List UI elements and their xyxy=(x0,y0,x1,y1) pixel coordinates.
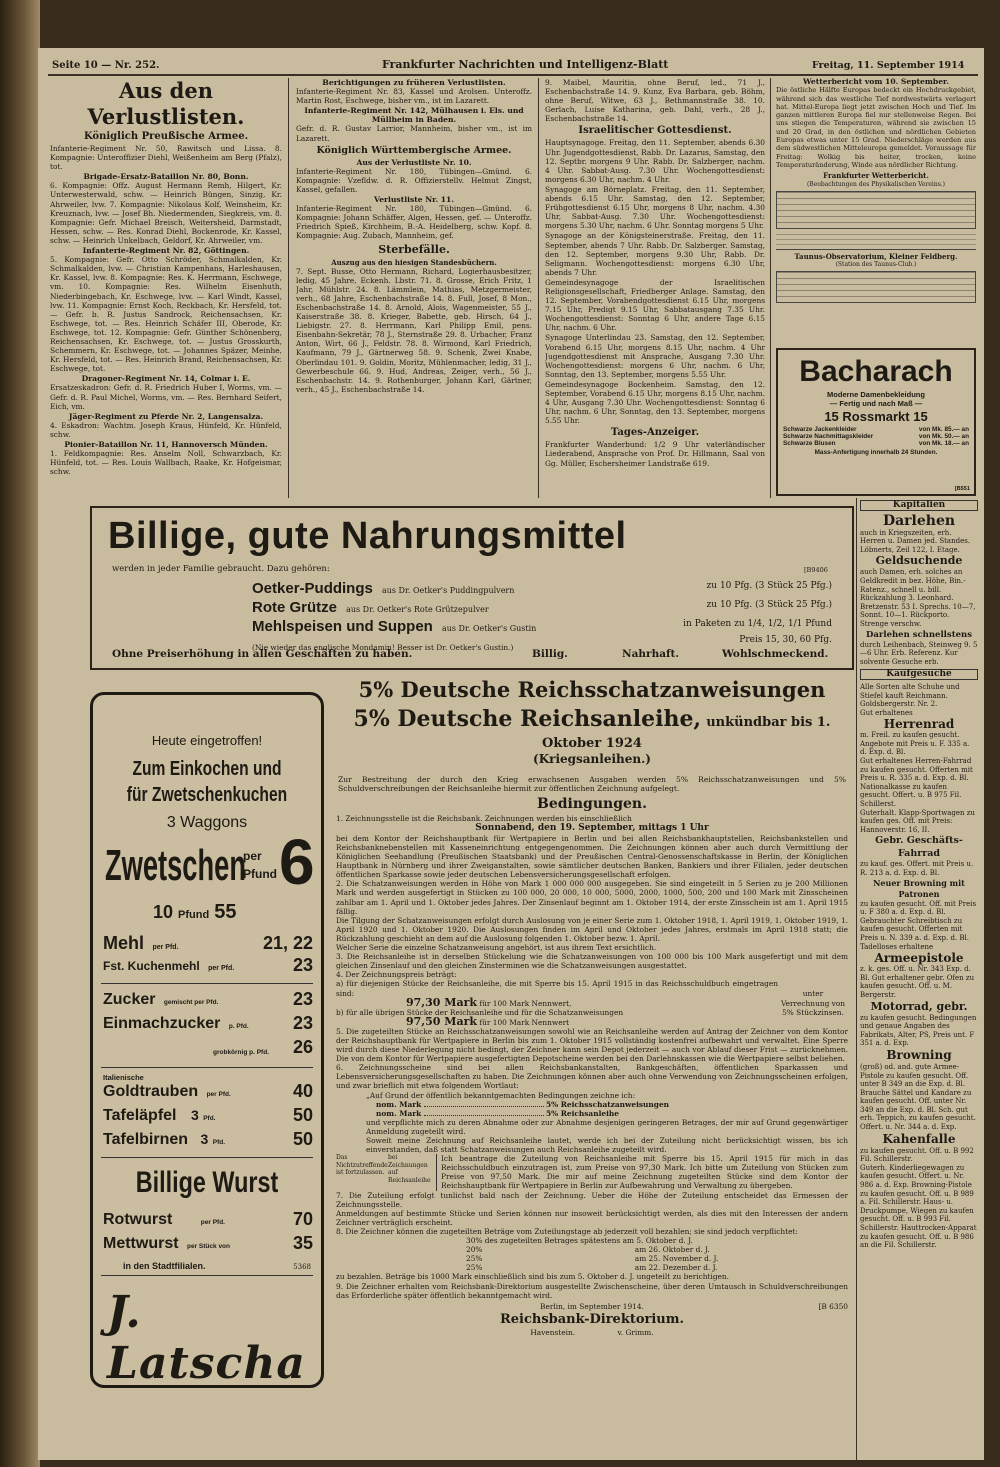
column-rule xyxy=(770,78,771,498)
product: Mettwurst xyxy=(103,1235,179,1252)
bacharach-service: Mass-Anfertigung innerhalb 24 Stunden. xyxy=(814,449,938,456)
masthead xyxy=(52,58,968,74)
condition: 8. Die Zeichner können die zugeteilten Beträge vom Zuteilungstage ab jederzeit voll bezahlen; sie sind jedoch verpflichtet: xyxy=(336,1226,798,1236)
price-line xyxy=(336,995,778,1009)
ad-text: (groß) od. and. gute Armee-Pistole zu kaufen gesucht. Off. unter B 349 an die Exp. d. Bl. xyxy=(860,1062,969,1089)
ad-heading: Browning xyxy=(886,1047,952,1062)
price: 23 xyxy=(292,955,313,975)
item-price: von Mk. 18.— an xyxy=(918,440,969,447)
casualty-entry: Ersatzeskadron: Gefr. d. R. Friedrich Huber I, Worms, vm. — Gefr. d. R. Paul Michel, Worms, vm. — Res. Bernhard Seifert, Eich, vm. xyxy=(50,383,282,411)
services-column xyxy=(545,78,765,498)
loan-name: 5% Deutsche Reichsanleihe, xyxy=(353,706,702,732)
installment-date: am 22. Dezember d. J. xyxy=(634,1263,718,1273)
regiment-heading: Infanterie-Regiment Nr. 82, Göttingen. xyxy=(82,246,250,256)
ad-code: [B9406 xyxy=(804,566,828,574)
weather-notes xyxy=(776,231,976,250)
bulk-price: 55 xyxy=(214,901,237,923)
product: Einmachzucker xyxy=(103,1015,221,1032)
price-row xyxy=(103,1235,313,1257)
product-price: zu 10 Pfg. (3 Stück 25 Pfg.) xyxy=(706,600,832,610)
unit: per Stück von xyxy=(187,1243,230,1250)
casualty-subtitle: Königlich Preußische Armee. xyxy=(83,131,249,142)
condition: 2. Die Schatzanweisungen werden in Höhe von Mark 1 000 000 000 ausgegeben. Sie sind eingeteilt in 5 Serien zu je 200 Millionen Mark und werden ausgefertigt in Stücken zu 100 000, 20 000, 10 000, 5000, 2000, 1000, 500, 200 und 100 Mark mit Zinsscheinen zahlbar am 1. April und 1. Oktober jedes Jahres. Der Zinsenlauf beginnt am 1. Oktober 1914, der erste Zinsschein ist am 1. April 1915 fällig. xyxy=(336,879,848,916)
divider xyxy=(101,983,313,984)
oetker-footer xyxy=(112,648,832,660)
side-note: bei Zeichnungen auf Reichsanleihe xyxy=(388,1154,437,1190)
divider xyxy=(101,1275,313,1276)
services-title: Israelitischer Gottesdienst. xyxy=(578,125,732,137)
section-heading: Kaufgesuche xyxy=(860,669,978,680)
ad-code: 5368 xyxy=(293,1263,311,1271)
price-line xyxy=(778,440,974,447)
service-entry: Gemeindesynagoge der Israelitischen Religionsgesellschaft, Friedberger Anlage. Samstag, den 12. September, Vorabendgottesdienst 6.15 Uhr, morgens 7.15 Uhr, Predigt 9.15 Uhr, Sabbatausgang 7.35 Uhr. Wochengottesdienst: Sonntag 6 Uhr, andere Tage 6.15 Uhr, nachm. 6 Uhr. xyxy=(545,277,765,333)
installment: 30% des zugeteilten Betrages spätestens am 5. Oktober d. J. xyxy=(466,1236,693,1246)
ad-heading: Gebr. Geschäfts-Fahrrad xyxy=(875,835,963,860)
death-entries: 9. Maibel, Mauritia, ohne Beruf, led., 71 J., Eschenbachstraße 14. 9. Kunz, Eva Barbara, geb. Böhm, ohne Beruf, Witwe, 63 J., Bethmannstraße 38. 10. Gerlach, Luise Katharina, geb. Dahl, verh., 28 J., Eschenbachstraße 14. xyxy=(545,78,765,124)
oetker-headline: Billige, gute Nahrungsmittel xyxy=(108,515,627,557)
service-entry: Synagoge an der Königsteinerstraße. Freitag, den 11. September, abends 7 Uhr. Rabb. Dr. Salzberger. Samstag, den 12. September, morgens 9.30 Uhr, Rabb. Dr. Seligmann. Wochengottesdienst: morgens 6.30 Uhr, abends 7 Uhr. xyxy=(545,231,765,277)
product: Goldtrauben xyxy=(103,1083,199,1100)
footer-text: Nahrhaft. xyxy=(622,648,680,660)
qty: 3 xyxy=(200,1131,209,1147)
condition: Anmeldungen auf bestimmte Stücke und Serien können nur insoweit berücksichtigt werden, als dies mit den Interessen der andern Zeichner verträglich erscheint. xyxy=(336,1208,848,1227)
item-price: von Mk. 85.— an xyxy=(918,426,969,433)
loan-subtitle: (Kriegsanleihen.) xyxy=(533,752,651,766)
bulk-qty: 10 xyxy=(153,902,174,922)
unit: Pfd. xyxy=(203,1115,216,1122)
condition: 9. Die Zeichner erhalten vom Reichsbank-Direktorium ausgestellte Zwischenscheine, über deren Umtausch in Schuldverschreibungen das Erforderliche später öffentlich bekanntgemacht wird. xyxy=(336,1281,848,1300)
product-price: zu 10 Pfg. (3 Stück 25 Pfg.) xyxy=(706,581,832,591)
ad-text: durch Leihenbach, Steinweg 9. 5—6 Uhr. Erb. Referenz. Kur solvente Gesuche erb. xyxy=(860,640,978,666)
price-option: a) für diejenigen Stücke der Reichsanleihe, die mit Sperre bis 15. April 1915 in das Reichsschuldbuch eingetragen sind: xyxy=(336,979,778,998)
unit: per Pfd. xyxy=(152,944,179,951)
casualty-entry: 1. Feldkompagnie: Res. Anselm Noll, Schwarzbach, Kr. Hünfeld, tot. — Res. Louis Wallbach, Raake, Kr. Hofgeismar, schw. xyxy=(50,449,282,477)
footer-text: Ohne Preiserhöhung in allen Geschäften zu haben. xyxy=(112,648,413,660)
ad-heading: Herrenrad xyxy=(883,717,955,732)
war-loan-notice xyxy=(330,670,854,1460)
wuerttemberg-title: Königlich Württembergische Armee. xyxy=(316,144,512,156)
unit: p. Pfd. xyxy=(228,1023,249,1030)
classifieds-column xyxy=(860,498,978,1460)
price-basis: für 100 Mark Nennwert, xyxy=(479,998,572,1008)
price-option: b) für alle übrigen Stücke der Reichsanleihe und für die Schatzanweisungen xyxy=(336,1007,624,1017)
frankfurt-weather-title: Frankfurter Wetterbericht. xyxy=(823,171,929,181)
form-line xyxy=(336,1109,848,1118)
price-line xyxy=(778,433,974,440)
loan-term: unkündbar bis 1. Oktober 1924 xyxy=(542,715,831,751)
conditions-title: Bedingungen. xyxy=(537,795,647,812)
unit: per Pfd. xyxy=(208,965,235,972)
price-line xyxy=(336,1014,778,1028)
condition: Welcher Serie die einzelne Schatzanweisung angehört, ist aus ihrem Text ersichtlich. xyxy=(336,943,657,953)
casualty-entry: Infanterie-Regiment Nr. 50, Rawitsch und Lissa. 8. Kompagnie: Unteroffizier Diehl, Weißenheim am Berg (Pfalz), tot. xyxy=(50,144,282,172)
column-rule xyxy=(288,78,289,498)
product-name: Rote Grütze xyxy=(252,599,338,616)
ad-text: auch Damen, erh. solches an Geldkredit in bez. Höhe, Bin.- Ratenz., schnell u. bill. Rückzahlung 3. Leonhard. Bretzenstr. 53 I. Sprechs. 10—7, Sonnt. 10—1. Rückporto. Strenge verschw. xyxy=(860,568,976,628)
installment-date: am 25. November d. J. xyxy=(634,1254,719,1264)
installment-row xyxy=(336,1263,848,1272)
price: 50 xyxy=(292,1105,313,1125)
oetker-ad xyxy=(90,506,854,670)
regiment-heading: Pionier-Bataillon Nr. 11, Hannoversch Münden. xyxy=(64,440,268,449)
bacharach-name: Bacharach xyxy=(799,355,953,388)
product: Mehl xyxy=(103,933,145,953)
ad-heading: Armeepistole xyxy=(874,951,964,966)
taunus-weather-table xyxy=(776,271,976,303)
place-date xyxy=(336,1302,848,1311)
service-entry: Synagoge Unterlindau 23. Samstag, den 12. September, Vorabend 6.15 Uhr, morgens 8.15 Uhr, nachm. 4 Uhr Jugendgottesdienst mit Ansprache, Ausgang 7.30 Uhr. Wochengottesdienst: morgens 6 Uhr, nachm. 6 Uhr, Sonntag, den 13. September, morgens 5.55 Uhr. xyxy=(545,333,765,379)
ad-text: zu kauf. ges. Offert. mit Preis u. R. 213 a. d. Exp. d. Bl. xyxy=(860,860,974,877)
unit: Pfd. xyxy=(212,1139,226,1146)
ad-code: [B 6350 xyxy=(818,1301,848,1311)
qty: 3 xyxy=(190,1107,199,1123)
ad-text: Guterhalt. Klapp-Sportwagen zu kaufen ges. Off. mit Preis: Hannoverstr. 16, II. xyxy=(860,808,975,834)
oetker-row xyxy=(252,597,832,614)
condition: 7. Die Zuteilung erfolgt tunlichst bald nach der Zeichnung. Ueber die Höhe der Zuteilung entscheidet das Ermessen der Zeichnungsstelle. xyxy=(336,1190,848,1209)
newspaper-page xyxy=(38,48,984,1460)
regiment-heading: Jäger-Regiment zu Pferde Nr. 2, Langensalza. xyxy=(68,411,264,421)
plum-bulk xyxy=(153,901,236,924)
regiment-heading: Brigade-Ersatz-Bataillon Nr. 80, Bonn. xyxy=(83,172,249,182)
bacharach-line: Moderne Damenbekleidung xyxy=(827,390,925,399)
list-heading: Aus der Verlustliste Nr. 10. xyxy=(356,157,472,167)
ad-text: Alle Sorten alte Schuhe und Stiefel kauft Reichmann. Goldsbergerstr. Nr. 2. xyxy=(860,682,960,709)
item-name: Schwarze Jackenkleider xyxy=(783,426,857,433)
service-entry: Synagoge am Börneplatz. Freitag, den 11. September, abends 6.15 Uhr. Samstag, den 12. September, Frühgottesdienst 6.15 Uhr, morgens 8 Uhr, nachm. 4.30 Uhr, Sabbat-Ausg. 7.30 Uhr. Wochengottesdienst: morgens 5.30 Uhr, nachm. 6 Uhr. Sonntag morgens 5 Uhr. xyxy=(545,184,765,231)
paper-title: Frankfurter Nachrichten und Intelligenz-Blatt xyxy=(382,58,669,71)
service-entry: Gemeindesynagoge Bockenheim. Samstag, den 12. September, Vorabend 6.15 Uhr, morgens 8.15 Uhr, nachm. 4 Uhr, Ausgang 7.30 Uhr. Wochengottesdienst: Sonntag 6 Uhr, nachm. 6 Uhr, Sonntag, den 13. September, morgens 5.55 Uhr. xyxy=(545,379,765,426)
form-label: nom. Mark xyxy=(376,1099,422,1109)
condition: 5. Die zugeteilten Stücke an Reichsschatzanweisungen sowohl wie an Reichsanleihe werden auf Antrag der Zeichner von dem Kontor der Reichshauptbank für Wertpapiere in Berlin bis zum 1. Oktober 1915 vollständig kostenfrei aufbewahrt und verwaltet. Eine Sperre wird durch diese Niederlegung nicht bedingt, der Zeichner kann sein Depot jederzeit — auch vor Ablauf dieser Frist — zurücknehmen. Die von dem Kontor für Wertpapiere ausgefertigten Depotscheine werden bei den Darlehnskassen wie die Wertpapiere selbst beliehen. xyxy=(336,1026,848,1064)
price-row xyxy=(103,957,313,979)
item-name: Schwarze Nachmittagskleider xyxy=(783,433,874,440)
form-label: nom. Mark xyxy=(376,1108,422,1118)
regiment-heading: Infanterie-Regiment Nr. 142, Mülhausen i. Els. und Müllheim in Baden. xyxy=(304,106,524,125)
correction-entry: Gefr. d. R. Gustav Larrior, Mannheim, bisher vm., ist im Lazarett. xyxy=(296,124,532,143)
notice-entry: Frankfurter Wanderbund: 1/2 9 Uhr vaterländischer Liederabend, Ansprache von Prof. Dr. Hillmann, Saal von Gg. Müller, Eschersheimer Landstraße 619. xyxy=(545,440,765,468)
list-heading: Verlustliste Nr. 11. xyxy=(374,195,454,205)
fruit-note: Italienische xyxy=(103,1073,144,1082)
ad-heading: Neuer Browning mit Patronen xyxy=(873,877,965,899)
corrections-column xyxy=(296,78,532,498)
ad-heading: Geldsuchende xyxy=(875,554,963,568)
ad-heading: Darlehen xyxy=(882,512,956,529)
product-name: Oetker-Puddings xyxy=(252,580,373,597)
weather-report xyxy=(776,78,976,348)
oetker-row xyxy=(252,616,832,633)
price-row xyxy=(103,933,313,959)
plum-headline: Zwetschen xyxy=(105,841,246,890)
price-row xyxy=(103,1107,313,1129)
ad-text: z. k. ges. Off. u. Nr. 343 Exp. d. Bl. Gut erhaltener gebr. Ofen zu kaufen gesucht. Off. u. M. Bergerstr. xyxy=(860,965,975,999)
latscha-line: 3 Waggons xyxy=(166,814,248,831)
oetker-row xyxy=(252,635,832,652)
condition: 4. Der Zeichnungspreis beträgt: xyxy=(336,970,457,980)
product-price: in Paketen zu 1/4, 1/2, 1/1 Pfund xyxy=(683,619,832,629)
installment-date: am 26. Oktober d. J. xyxy=(634,1245,710,1255)
installment-row xyxy=(336,1245,848,1254)
product-price: Preis 15, 30, 60 Pfg. xyxy=(739,635,832,645)
casualty-entry: 6. Kompagnie: Offz. August Hermann Remh, Hilgert, Kr. Unterwesterwald, schw. — Heinrich Büngen, Sinzig, Kr. Ahrweiler, lvw. 7. Kompagnie: Nikolaus Kolf, Weinsheim, Kr. Kreuznach, lvw. — Josef Bh. Niedermenden, Siegkreis, vm. 8. Kompagnie: Gefr. Michael Breisch, Weitersheid, Darmstadt, Hessen, schw. — Res. Konrad Diehl, Bockenrode, Kr. Kassel, schw. — Heinrich Unkelbach, Geldorf, Kr. Ahrweiler, vm. xyxy=(50,181,282,245)
form-quote: und verpflichte mich zu deren Abnahme oder zur Abnahme desjenigen geringeren Betrages, der mir auf Grund gegenwärtiger Anmeldung zugeteilt wird. xyxy=(366,1117,848,1136)
price: 40 xyxy=(292,1081,313,1101)
branch-note: in den Stadtfilialen. xyxy=(123,1261,206,1271)
service-entry: Hauptsynagoge. Freitag, den 11. September, abends 6.30 Uhr. Jugendgottesdienst, Rabb. Dr. Lazarus, Samstag, den 12. Septbr. morgens 9 Uhr. Rabb. Dr. Salzberger, nachm. 4 Uhr. Sabbat-Ausg. 7.30 Uhr. Wochengottesdienst: morgens 6.30 Uhr, nachm. 4 Uhr. xyxy=(545,138,765,184)
condition: bei dem Kontor der Reichshauptbank für Wertpapiere in Berlin und bei allen Reichsbankhauptstellen, Reichsbankstellen und Reichsbanknebenstellen mit Kasseneinrichtung entgegengenommen. Die Zeichnungen können aber auch durch Vermittlung der Königlichen Seehandlung (Preußischen Staatsbank) und der Preußischen Central-Genossenschaftskasse in Berlin, der Königlichen Hauptbank in Nürnberg und ihrer Zweiganstalten, sowie sämtlicher deutschen Banken, Bankiers und ihrer Filialen, jeder deutschen öffentlichen Sparkasse sowie jeder deutschen Lebensversicherungsgesellschaft erfolgen. xyxy=(336,833,848,880)
casualty-entry: 4. Eskadron: Wachtm. Joseph Kraus, Hünfeld, Kr. Hünfeld, schw. xyxy=(50,420,282,439)
ad-code: [B551 xyxy=(954,486,970,492)
installment-pct: 25% xyxy=(466,1263,483,1273)
price-options xyxy=(336,979,778,1026)
item-name: Schwarze Blusen xyxy=(783,440,836,447)
latscha-line: Zum Einkochen und xyxy=(132,758,282,780)
form-item: 5% Reichsschatzanweisungen xyxy=(545,1099,670,1109)
interest-note: unter Verrechnung von 5% Stückzinsen. xyxy=(780,989,846,1017)
unit: grobkörnig p. Pfd. xyxy=(213,1049,269,1056)
product-name: Mehlspeisen und Suppen xyxy=(252,618,433,635)
casualty-entry: 5. Kompagnie: Gefr. Otto Schröder, Schmalkalden, Kr. Schmalkalden, lvw. — Christian Kampenhans, Harleshausen, Kr. Kassel, lvw. 8. Kompagnie: Res. K. Herrmann, Eschwege, vm. 10. Kompagnie: Res. Wilhelm Eisenhuth, Niederbingebach, Kr. Eschwege, lvw. — Karl Windt, Kassel, lvw. 11. Kompagnie: Ernst Koch, Reckbach, Kr. Hersfeld, tot. — Gefr. b. R. Justus Sandrock, Reichensachsen, Kr. Eschwege, tot. — Res. Heinrich Schäfer III, Oberode, Kr. Eschwege, tot. 12. Kompagnie: Gefr. Günther Schönenberg, Reichensachsen, Kr. Eschwege, tot. — Justus Grosskurth, Schemmern, Kr. Eschwege, tot. — Johannes Späzer, Meinhe, Kr. Hersfeld, tot. — Res. Heinrich Brand, Reichensachsen, Kr. Eschwege, tot. xyxy=(50,255,282,374)
column-rule xyxy=(856,498,857,1460)
bacharach-line: — Fertig und nach Maß — xyxy=(829,399,923,408)
frankfurt-weather-subtitle: (Beobachtungen des Physikalischen Vereins.) xyxy=(806,180,946,188)
form-line xyxy=(336,1100,848,1109)
loan-conditions xyxy=(336,814,848,1337)
frankfurt-weather-table xyxy=(776,191,976,229)
form-blank xyxy=(424,1106,544,1107)
ad-text: zu kaufen gesucht. Off. mit Preis u. F 380 a. d. Exp. d. Bl. xyxy=(860,899,977,917)
bacharach-ad xyxy=(776,348,976,496)
ad-text: Gut erhaltenes xyxy=(860,708,913,717)
plum-price: 6 xyxy=(279,826,315,898)
ad-text: Brauche Sättel und Kandare zu kaufen gesucht. Off. unter Nr. 349 an die Exp. d. Bl. Sch. gut erh. Teppich, zu kaufen gesucht. Offert. u. Nr. 344 a. d. Exp. xyxy=(860,1088,976,1132)
ad-text: Guterh. Kinderliegewagen zu kaufen gesucht. Offert. u. Nr. 986 a. d. Exp. Browning-Pistole zu kaufen gesucht. Off. u. B 989 a. Fil. Schillerstr. Haus- u. Druckpumpe, Wiegen zu kaufen gesucht. Off. u. B 993 Fil. Schillerstr. Hauttrocken-Apparat zu kaufen gesucht. Off. u. B 986 an die Fil. Schillerstr. xyxy=(860,1163,977,1250)
regiment-heading: Dragoner-Regiment Nr. 14, Colmar i. E. xyxy=(81,374,251,384)
divider xyxy=(101,1157,313,1158)
taunus-subtitle: (Station des Taunus-Club.) xyxy=(835,261,917,269)
binding-edge xyxy=(0,0,40,1467)
condition: zu bezahlen. Beträge bis 1000 Mark einschließlich sind bis zum 5. Oktober d. J. ungeteilt zu berichtigen. xyxy=(336,1272,730,1282)
installment-row xyxy=(336,1254,848,1263)
condition: 6. Zeichnungsscheine sind bei allen Reichsbankanstalten, Bankgeschäften, öffentlichen Sparkassen und Lebensversicherungsgesellschaften zu haben. Die Zeichnungen können aber auch ohne Verwendung von Zeichnungsscheinen erfolgen, und zwar brieflich mit etwa folgendem Wortlaut: xyxy=(336,1063,848,1091)
bacharach-address: 15 Rossmarkt 15 xyxy=(824,409,928,424)
latscha-ad xyxy=(90,692,324,1388)
price-basis: für 100 Mark Nennwert xyxy=(479,1017,570,1027)
taunus-title: Taunus-Observatorium, Kleiner Feldberg. xyxy=(794,251,958,261)
footer-text: Wohlschmeckend. xyxy=(722,648,829,660)
casualty-title: Aus den Verlustlisten. xyxy=(87,78,245,129)
weather-title: Wetterbericht vom 10. September. xyxy=(802,78,949,86)
item-price: von Mk. 50.— an xyxy=(918,433,969,440)
latscha-logo: J. Latscha xyxy=(107,1287,306,1389)
casualty-entry: Infanterie-Regiment Nr. 180, Tübingen—Gmünd. 6. Kompagnie: Johann Schäffer, Algen, Hessen, gef. — Unteroffz. Friedrich Spieß, Kirchheim, B.-A. Heidelberg, schw. Kopf. 8. Kompagnie: Aug. Zubach, Mannheim, gef. xyxy=(296,204,532,241)
price-value: 97,30 Mark xyxy=(406,995,477,1009)
price-row xyxy=(103,991,313,1013)
latscha-line: Heute eingetroffen! xyxy=(151,733,263,748)
loan-title-2 xyxy=(330,706,854,751)
price: 35 xyxy=(292,1233,313,1253)
masthead-rule xyxy=(48,74,978,76)
price: 21, 22 xyxy=(262,933,313,953)
ad-text: Gut erhaltenes Herren-Fahrrad zu kaufen gesucht. Offerten mit Preis u. R. 335 a. d. Exp. d. Bl. Nationalkasse zu kaufen gesucht. Offert. u. B 975 Fil. Schillerst. xyxy=(860,757,973,809)
footer-text: Billig. xyxy=(532,648,568,660)
correction-entry: Infanterie-Regiment Nr. 83, Kassel und Arolsen. Unteroffz. Martin Rost, Eschwege, bisher vm., ist im Lazarett. xyxy=(296,87,532,106)
condition: Die Tilgung der Schatzanweisungen erfolgt durch Auslosung von je einer Serie zum 1. Oktober 1918, 1. April 1919, 1. Oktober 1919, 1. April 1920 und 1. Oktober 1920. Die Auslosungen finden im April und Oktober jedes Jahres, erstmals im April 1918 statt; die Rückzahlung geschieht an dem auf die Auslosung folgenden 1. Oktober bezw. 1. April. xyxy=(336,915,848,943)
ad-text: zu kaufen gesucht. Off. u. B 992 Fil. Schillerstr. xyxy=(860,1146,974,1164)
product-note: (Nie wieder das englische Mondamin! Besser ist Dr. Oetker's Gustin.) xyxy=(252,643,514,652)
place: Berlin, im September 1914. xyxy=(540,1301,644,1311)
latscha-line: für Zwetschenkuchen xyxy=(126,784,288,806)
price: 50 xyxy=(292,1129,313,1149)
installment-pct: 25% xyxy=(466,1254,483,1264)
form-quote: Ich beantrage die Zuteilung von Reichsanleihe mit Sperre bis 15. April 1915 für mich in das Reichsschuldbuch einzutragen ist, zum Preise von 97,30 Mark. Ich bitte um Zuteilung von Stücken zum Preise von 97,50 Mark. Die mir auf meine Zeichnung zugeteilten Stücke sind dem Kontor der Reichshauptbank für Wertpapiere in Berlin zur Aufbewahrung und Verwaltung zu übergeben. xyxy=(441,1154,848,1191)
form-quote: Soweit meine Zeichnung auf Reichsanleihe lautet, werde ich bei der Zuteilung nicht berücksichtigt wissen, bis ich einverstanden, daß statt Schatzanweisungen auch Reichsanleihe zugeteilt wird. xyxy=(366,1136,848,1155)
unit: per Pfd. xyxy=(206,1091,231,1098)
condition: 3. Die Reichsanleihe ist in derselben Stückelung wie die Schatzanweisungen von 100 000 bis 100 Mark ausgefertigt und mit dem gleichen Zinsenlauf und den gleichen Zinsterminen wie die Schatzanweisungen ausgestattet. xyxy=(336,952,848,971)
form-quote: „Auf Grund der öffentlich bekanntgemachten Bedingungen zeichne ich: xyxy=(366,1090,636,1100)
signatory: v. Grimm. xyxy=(617,1327,654,1337)
signatory: Havenstein. xyxy=(530,1327,576,1337)
product-source: aus Dr. Oetker's Puddingpulvern xyxy=(381,586,515,595)
signature-title: Reichsbank-Direktorium. xyxy=(499,1311,685,1327)
installment-pct: 20% xyxy=(466,1245,483,1255)
form-item: 5% Reichsanleihe xyxy=(545,1108,619,1118)
page-number: Seite 10 — Nr. 252. xyxy=(52,60,160,71)
plum-unit: per Pfund xyxy=(243,849,277,881)
loan-intro: Zur Bestreitung der durch den Krieg erwachsenen Ausgaben werden 5% Reichsschatzanweisungen und 5% Schuldverschreibungen der Reichsanleihe hiermit zur öffentlichen Zeichnung aufgelegt. xyxy=(338,775,846,794)
oetker-subline: werden in jeder Familie gebraucht. Dazu gehören: xyxy=(112,564,330,574)
divider xyxy=(101,1067,313,1068)
ad-heading: Motorrad, gebr. xyxy=(870,999,968,1013)
weather-text: Die östliche Hälfte Europas bedeckt ein Hochdruckgebiet, während sich das westliche Tief nordwestwärts verlagert hat. Mittel-Europa liegt jetzt zwischen Hoch und Tief. Im ganzen mittleren Europa fiel nur stellenweise Regen. Bei uns stiegen die Temperaturen, während sie zwischen 15 und 20 Grad, in den östlichen und nördlichen Gebieten Europas etwas unter 15 Grad. Niederschläge werden aus dem südwestlichen Mitteleuropa gemeldet. Voraussage für Freitag: Wolkig bis heiter, trocken, keine Temperaturänderung, Winde aus nördlicher Richtung. xyxy=(776,86,976,169)
price: 26 xyxy=(292,1037,313,1057)
price-row xyxy=(103,1015,313,1037)
product: Tafelbirnen xyxy=(103,1131,189,1148)
unit: per Pfd. xyxy=(200,1219,225,1226)
casualty-entry: Infanterie-Regiment Nr. 180, Tübingen—Gmünd. 6. Kompagnie: Vzefldw. d. R. Offizierstellv. Helmut Zingst, Kassel, gefallen. xyxy=(296,166,532,194)
death-entries: 7. Sept. Busse, Otto Hermann, Richard, Logierhausbesitzer, ledig, 45 Jahre, Eckenh. Lbstr. 71. 8. Grosse, Erich Fritz, 1 Jahr, Mühlstr. 24. 8. Lämmlein, Mathias, Metzgermeister, verh., 68 Jahre, Eschenbachstraße 14. 8. Full, Josef, 8 Mon., Eschenbachstraße 14. 8. Arnold, Alois, Wagenmeister, 55 J., Kaiserstraße 38. 8. Krieger, Babette, geb. Hirsch, 64 J., Liebigstr. 27. 8. Herrmann, Karl Philipp Emil, pens. Eisenbahn-Sekretär, 78 J., Sternstraße 29. 8. Urbacher, Franz Anton, Wirt, 66 J., Feldstr. 78. 8. Wirmond, Karl Friedrich, Kaufmann, 79 J., Gärtnerweg 58. 9. Schenk, Zwei Knabe, Oberlindau 101. 9. Goldin, Moritz, Mühlenmacher, ledig, 31 J., Gewerbeschule 66. 9. Hud, Andreas, Zeiger, verh., 56 J., Eschenbachstr. 14. 9. Rothenburger, Johann Karl, Gärtner, verh., 45 J., Eschenbachstraße 14. xyxy=(296,266,532,394)
ad-text: zu kaufen gesucht. Bedingungen und genaue Angaben des Fabrikats, Alter, PS, Preis unt. F 351 a. d. Exp. xyxy=(860,1013,977,1048)
product: Rotwurst xyxy=(103,1211,173,1228)
price-row xyxy=(103,1037,313,1063)
deaths-subtitle: Auszug aus den hiesigen Standesbüchern. xyxy=(331,257,497,267)
bulk-unit: Pfund xyxy=(178,909,210,921)
ad-text: Gebrauchter Schreibtisch zu kaufen gesucht. Offerten mit Preis u. N. 339 a. d. Exp. d. Bl. xyxy=(860,916,970,942)
product: Tafeläpfel xyxy=(103,1107,177,1124)
form-side-block xyxy=(336,1154,848,1190)
column-rule xyxy=(538,78,539,498)
product-source: aus Dr. Oetker's Rote Grützepulver xyxy=(346,605,489,614)
section-heading: Kapitalien xyxy=(860,500,978,511)
price-row xyxy=(103,1211,313,1233)
price: 23 xyxy=(292,1013,313,1033)
ad-text: auch in Kriegszeiten, erh. Herren u. Damen jed. Standes. Löbnerts, Zeil 122, I. Etage. xyxy=(860,528,971,554)
price-line xyxy=(778,426,974,433)
price-row xyxy=(103,1131,313,1153)
product: Fst. Kuchenmehl xyxy=(103,959,200,973)
signatures xyxy=(336,1328,848,1337)
issue-date: Freitag, 11. September 1914 xyxy=(812,60,965,71)
product: Zucker xyxy=(103,991,156,1008)
price: 23 xyxy=(292,989,313,1009)
product-source: aus Dr. Oetker's Gustin xyxy=(441,624,537,633)
price-value: 97,50 Mark xyxy=(406,1014,477,1028)
ad-heading: Darlehen schnellstens xyxy=(866,629,972,640)
daily-notices-title: Tages-Anzeiger. xyxy=(610,427,700,439)
price-block xyxy=(336,979,848,1026)
form-blank xyxy=(424,1115,544,1116)
side-note: Das Nichtzutreffende ist fortzulassen. xyxy=(336,1154,388,1177)
ad-text: m. Freil. zu kaufen gesucht. Angebote mit Preis u. F. 335 a. d. Exp. d. Bl. xyxy=(860,731,970,757)
price: 70 xyxy=(292,1209,313,1229)
ad-text: Tadelloses erhaltene xyxy=(860,942,934,951)
corrections-heading: Berichtigungen zu früheren Verlustlisten. xyxy=(322,78,506,87)
loan-title: 5% Deutsche Reichsschatzanweisungen xyxy=(358,677,826,702)
price-row xyxy=(103,1083,313,1105)
casualty-column xyxy=(50,78,282,498)
condition: 1. Zeichnungsstelle ist die Reichsbank. Zeichnungen werden bis einschließlich xyxy=(336,813,632,823)
deaths-title: Sterbefälle. xyxy=(378,242,450,256)
oetker-row xyxy=(252,578,832,595)
sausage-headline: Billige Wurst xyxy=(135,1166,279,1199)
ad-heading: Kahenfalle xyxy=(882,1131,956,1146)
deadline: Sonnabend, den 19. September, mittags 1 Uhr xyxy=(475,822,709,833)
unit: gemischt per Pfd. xyxy=(163,999,219,1006)
